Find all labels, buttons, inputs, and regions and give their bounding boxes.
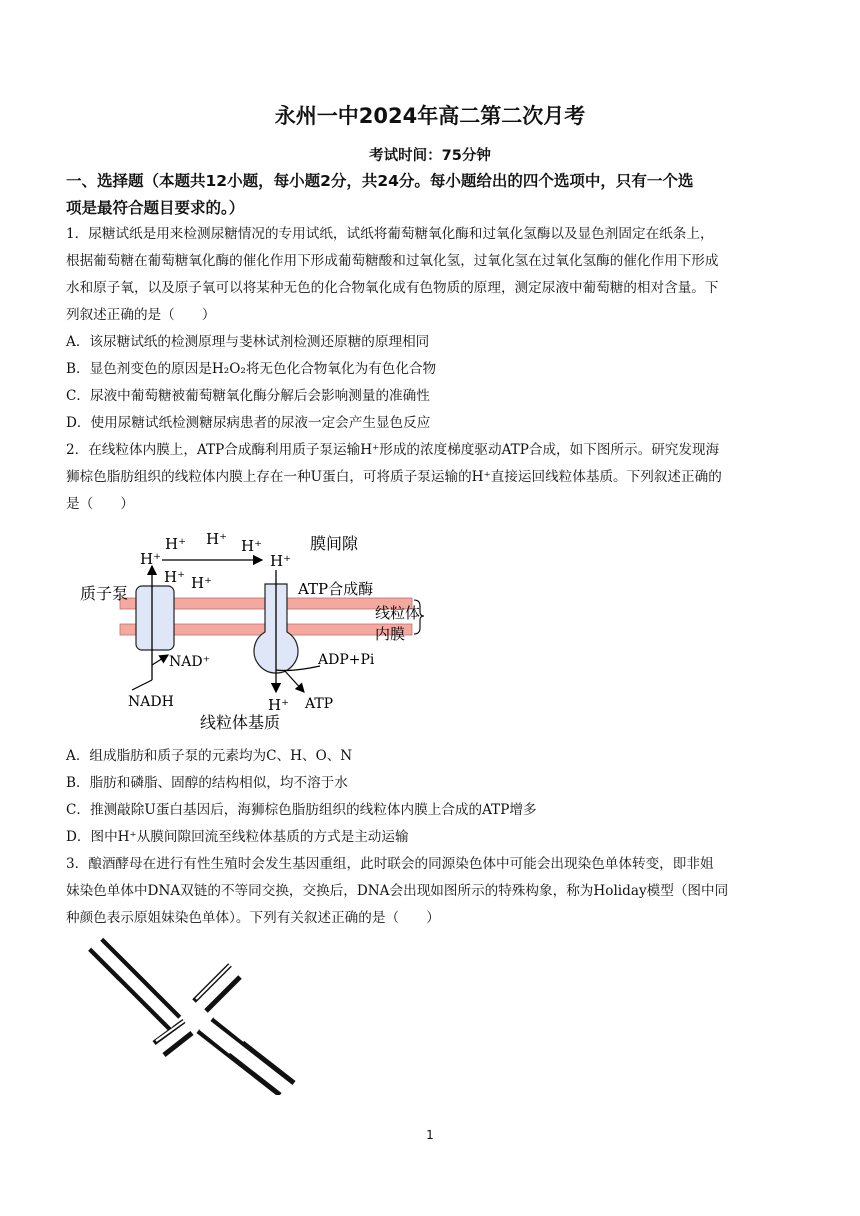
question-2-stem xyxy=(66,437,794,518)
question-1-options xyxy=(66,329,794,437)
h-plus-label: H⁺ xyxy=(206,530,227,548)
question-3-stem xyxy=(66,851,794,932)
stem-line: 是（ ） xyxy=(66,496,134,512)
matrix-label: 线粒体基质 xyxy=(200,713,281,732)
h-plus-label: H⁺ xyxy=(165,535,186,553)
stem-line: 1．尿糖试纸是用来检测尿糖情况的专用试纸，试纸将葡萄糖氧化酶和过氧化氢酶以及显色剂固定在纸条上， xyxy=(66,226,714,242)
exam-time: 考试时间：75分钟 xyxy=(369,148,491,164)
strand-black xyxy=(102,939,180,1017)
h-plus-label: H⁺ xyxy=(164,568,185,586)
strand-gap xyxy=(92,947,172,1027)
section-heading xyxy=(66,168,796,222)
holiday-junction-diagram xyxy=(80,935,310,1095)
strand-gap xyxy=(214,1017,244,1041)
h-plus-label: H⁺ xyxy=(140,550,161,568)
option-d: D．图中H⁺从膜间隙回流至线粒体基质的方式是主动运输 xyxy=(66,829,409,845)
nad-plus-label: NAD⁺ xyxy=(169,654,210,670)
nad-arrow xyxy=(152,655,168,665)
adp-pi-label: ADP+Pi xyxy=(318,652,375,668)
atp-arrow xyxy=(284,670,304,692)
stem-line: 种颜色表示原姐妹染色单体）。下列有关叙述正确的是（ ） xyxy=(66,910,440,926)
nadh-line xyxy=(132,680,152,690)
intermembrane-space-label: 膜间隙 xyxy=(310,534,359,553)
stem-line: 3．酿酒酵母在进行有性生殖时会发生基因重组，此时联会的同源染色体中可能会出现染色单体转变，即非姐 xyxy=(66,856,714,872)
h-plus-label: H⁺ xyxy=(241,537,262,555)
mito-label-2: 内膜 xyxy=(375,625,406,643)
option-c: C．推测敲除U蛋白基因后，海狮棕色脂肪组织的线粒体内膜上合成的ATP增多 xyxy=(66,802,537,818)
section-heading-line: 项是最符合题目要求的。） xyxy=(66,199,245,217)
page-title: 永州一中2024年高二第二次月考 xyxy=(274,104,586,128)
stem-line: 列叙述正确的是（ ） xyxy=(66,307,216,323)
option-c: C．尿液中葡萄糖被葡萄糖氧化酶分解后会影响测量的准确性 xyxy=(66,388,430,404)
atp-label: ATP xyxy=(305,696,334,712)
strand-black xyxy=(164,1033,192,1055)
stem-line: 水和原子氧，以及原子氧可以将某种无色的化合物氧化成有色物质的原理，测定尿液中葡萄糖的相对含量。下 xyxy=(66,280,719,296)
h-plus-label: H⁺ xyxy=(191,574,212,592)
section-heading-line: 一、选择题（本题共12小题，每小题2分，共24分。每小题给出的四个选项中，只有一个选 xyxy=(66,172,694,190)
option-b: B．显色剂变色的原因是H₂O₂将无色化合物氧化为有色化合物 xyxy=(66,361,437,377)
option-a: A．该尿糖试纸的检测原理与斐林试剂检测还原糖的原理相同 xyxy=(66,334,430,350)
stem-line: 2．在线粒体内膜上，ATP合成酶利用质子泵运输H⁺形成的浓度梯度驱动ATP合成，如下图所示。研究发现海 xyxy=(66,442,720,458)
stem-line: 狮棕色脂肪组织的线粒体内膜上存在一种U蛋白，可将质子泵运输的H⁺直接运回线粒体基质。下列叙述正确的 xyxy=(66,469,722,485)
nadh-label: NADH xyxy=(128,694,174,710)
stem-line: 根据葡萄糖在葡萄糖氧化酶的催化作用下形成葡萄糖酸和过氧化氢，过氧化氢在过氧化氢酶的催化作用下形成 xyxy=(66,253,719,269)
question-2-options xyxy=(66,743,794,851)
option-d: D．使用尿糖试纸检测糖尿病患者的尿液一定会产生显色反应 xyxy=(66,415,431,431)
atp-synthase-label: ATP合成酶 xyxy=(298,580,374,598)
page-number: 1 xyxy=(426,1128,434,1142)
proton-pump-label: 质子泵 xyxy=(80,584,129,603)
h-plus-label: H⁺ xyxy=(268,696,289,714)
option-b: B．脂肪和磷脂、固醇的结构相似，均不溶于水 xyxy=(66,775,348,791)
stem-line: 妹染色单体中DNA双链的不等同交换，交换后，DNA会出现如图所示的特殊构象，称为Holiday模型（图中同 xyxy=(66,883,729,899)
question-1-stem xyxy=(66,221,794,329)
option-a: A．组成脂肪和质子泵的元素均为C、H、O、N xyxy=(66,748,353,764)
mito-label-1: 线粒体 xyxy=(375,604,421,622)
h-plus-label: H⁺ xyxy=(270,552,291,570)
mitochondria-membrane-diagram xyxy=(70,520,430,740)
proton-pump-shape xyxy=(136,586,174,650)
